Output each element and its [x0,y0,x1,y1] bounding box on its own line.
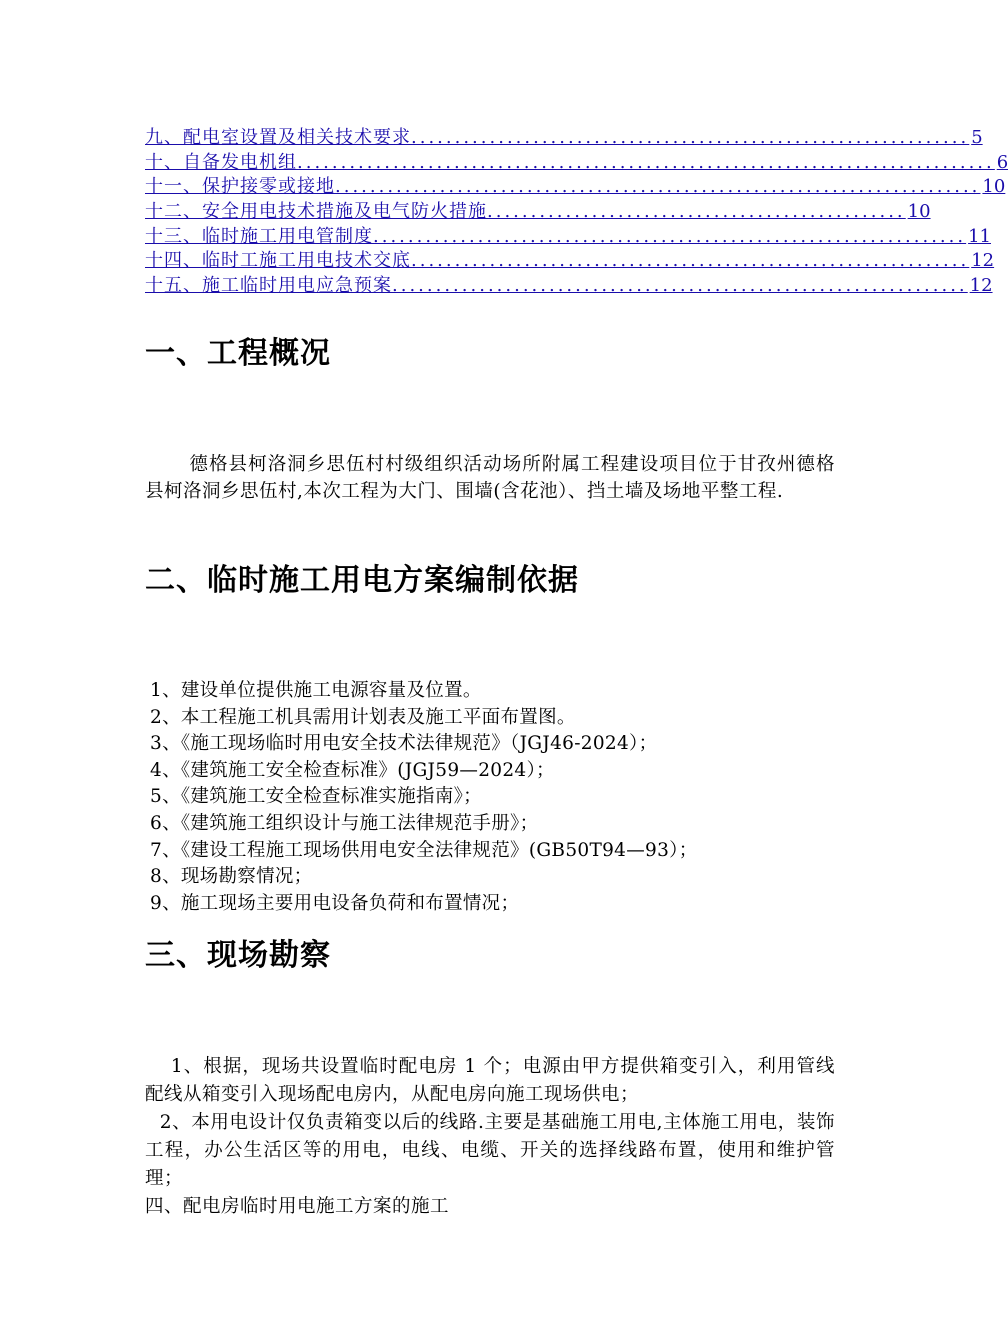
toc-entry[interactable] [145,126,983,151]
list-item: 9、施工现场主要用电设备负荷和布置情况； [150,892,520,914]
basis-list [150,678,840,917]
toc-entry-title: 十二、安全用电技术措施及电气防火措施 [145,201,487,223]
toc-entry[interactable] [145,274,993,299]
list-item: 5、《建筑施工安全检查标准实施指南》； [150,786,482,808]
toc-entry-page: 6 [996,151,1008,173]
toc-entry-leader: .......................................................................... [335,176,981,198]
toc-entry-title: 十三、临时施工用电管制度 [145,225,373,247]
section-heading-overview: 一、工程概况 [145,336,331,371]
toc-entry-page: 5 [971,127,983,148]
toc-entry-leader: .................................................................... [373,225,967,247]
list-item: 4、《建筑施工安全检查标准》(JGJ59—2024）； [150,759,555,781]
toc-entry-page: 10 [982,176,1006,198]
toc-entry[interactable] [145,175,1006,200]
toc-entry-title: 十、自备发电机组 [145,151,297,173]
toc-entry-page: 10 [907,201,931,223]
toc-entry-page: 12 [971,250,995,272]
list-item: 6、《建筑施工组织设计与施工法律规范手册》； [150,812,539,834]
toc-entry[interactable] [145,249,995,274]
survey-paragraph-1: 1、根据，现场共设置临时配电房 1 个；电源由甲方提供箱变引入，利用管线配线从箱变引入现场配电房内，从配电房向施工现场供电； [145,1056,835,1105]
toc-entry-page: 12 [969,275,993,297]
toc-entry-leader: .................................................................. [392,275,968,297]
toc-entry[interactable] [145,151,1008,176]
list-item: 2、本工程施工机具需用计划表及施工平面布置图。 [150,706,576,728]
toc-entry-leader: ................................................................................ [297,151,995,173]
toc-entry-leader: ................................................................ [411,127,970,148]
overview-paragraph: 德格县柯洛洞乡思伍村村级组织活动场所附属工程建设项目位于甘孜州德格县柯洛洞乡思伍村,本次工程为大门、围墙(含花池）、挡土墙及场地平整工程. [145,454,835,502]
toc-entry-title: 十五、施工临时用电应急预案 [145,275,392,297]
toc-entry[interactable] [145,200,931,225]
toc-entry-leader: ................................................................ [411,250,970,272]
survey-text [145,1053,835,1221]
table-of-contents [145,126,1008,299]
toc-entry-leader: ................................................ [487,201,906,223]
section-heading-basis: 二、临时施工用电方案编制依据 [145,563,579,598]
list-item: 3、《施工现场临时用电安全技术法律规范》（JGJ46-2024）； [150,733,658,755]
list-item: 7、《建设工程施工现场供用电安全法律规范》(GB50T94—93）； [150,839,698,861]
toc-entry[interactable] [145,225,991,250]
toc-entry-title: 十四、临时工施工用电技术交底 [145,250,411,272]
survey-paragraph-3: 四、配电房临时用电施工方案的施工 [145,1196,450,1217]
toc-entry-title: 九、配电室设置及相关技术要求 [145,127,411,148]
toc-entry-page: 11 [968,225,991,247]
survey-paragraph-2: 2、本用电设计仅负责箱变以后的线路.主要是基础施工用电,主体施工用电，装饰工程，办公生活区等的用电，电线、电缆、开关的选择线路布置，使用和维护管理； [145,1112,835,1189]
list-item: 1、建设单位提供施工电源容量及位置。 [150,680,482,701]
toc-entry-title: 十一、保护接零或接地 [145,176,335,198]
list-item: 8、现场勘察情况； [150,866,313,888]
section-heading-survey: 三、现场勘察 [145,938,331,973]
